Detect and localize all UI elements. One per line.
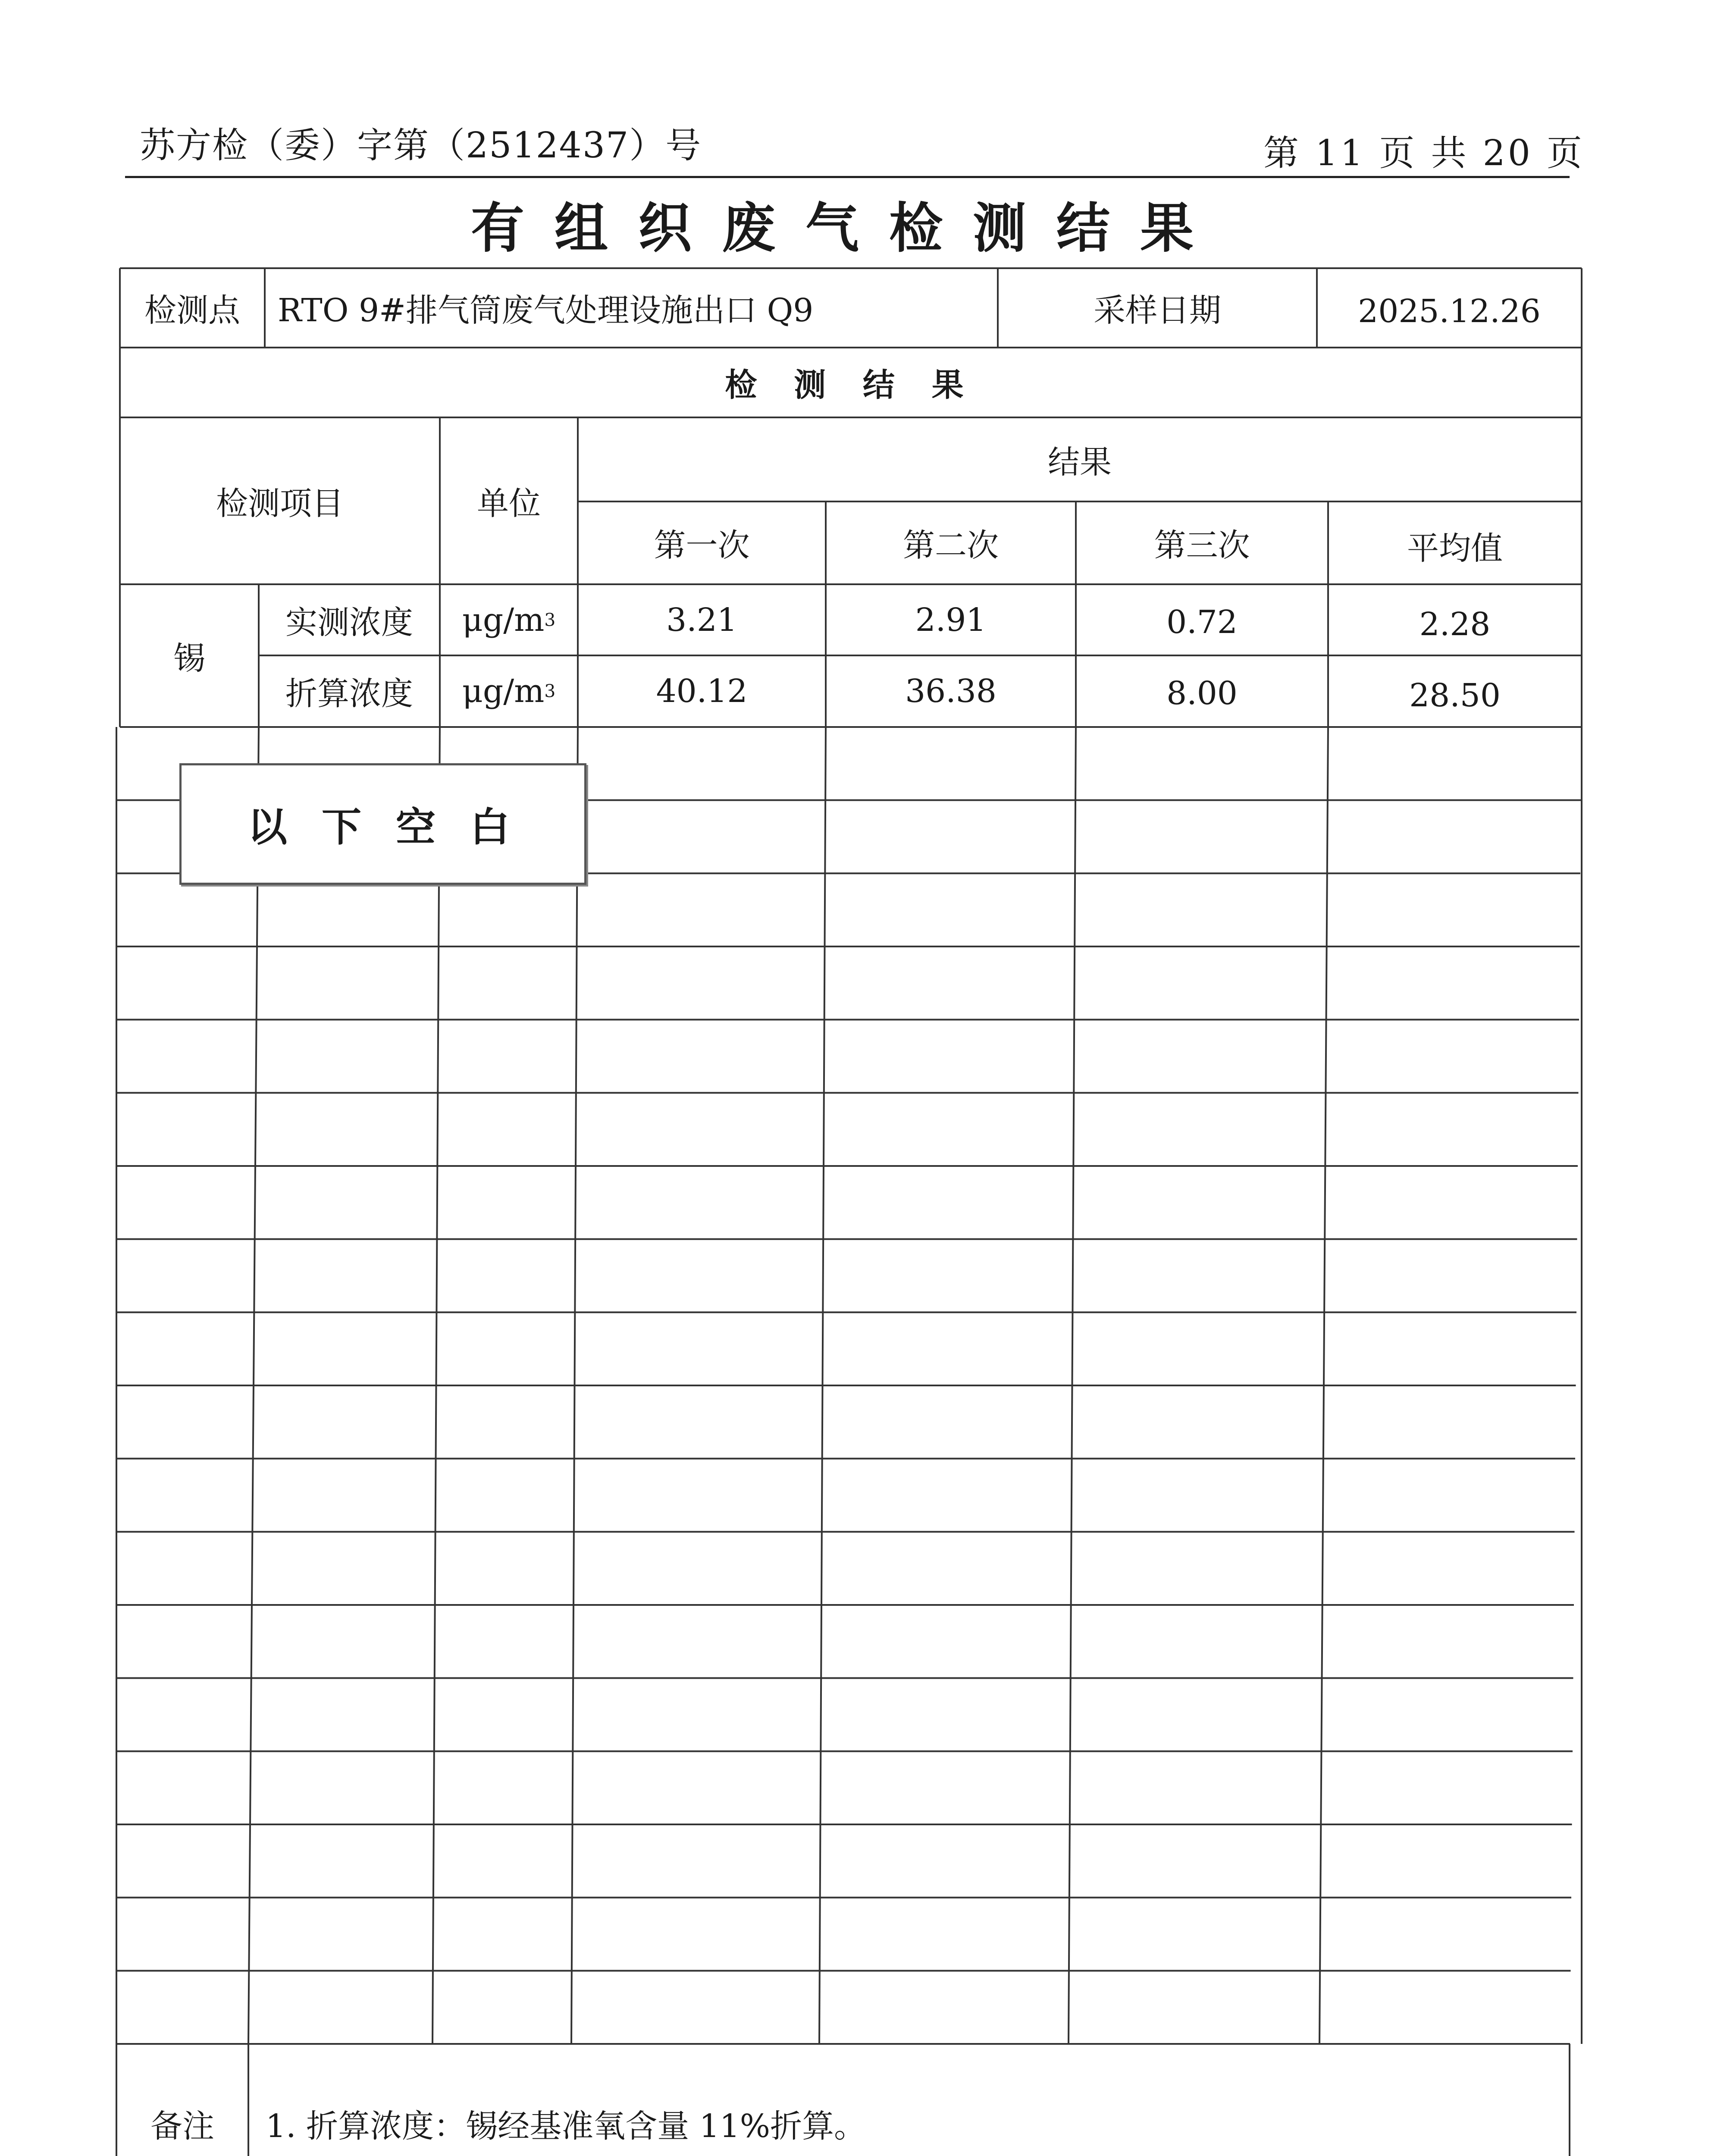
value-cell: 0.72 [1166, 603, 1238, 641]
col-unit: 单位 [477, 485, 541, 522]
value-cell: 2.28 [1419, 605, 1491, 643]
remarks-label: 备注 [150, 2108, 214, 2145]
page-title: 有组织废气检测结果 [470, 197, 1224, 260]
col-first: 第一次 [654, 527, 750, 564]
point-value: RTO 9#排气筒废气处理设施出口 Q9 [278, 292, 814, 329]
page-info: 第 11 页 共 20 页 [1263, 133, 1585, 174]
value-cell: 2.91 [915, 601, 987, 639]
blank-below-stamp: 以下空白 [179, 763, 586, 885]
col-item: 检测项目 [216, 485, 344, 522]
date-value: 2025.12.26 [1358, 293, 1541, 330]
col-third: 第三次 [1154, 527, 1250, 564]
col-results: 结果 [1048, 443, 1112, 481]
results-heading: 检 测 结 果 [725, 367, 977, 404]
value-cell: 40.12 [656, 673, 748, 710]
value-cell: 3.21 [666, 601, 737, 639]
row-label: 折算浓度 [285, 675, 413, 712]
row-unit: μg/m 3 [462, 601, 556, 639]
remarks-text: 1. 折算浓度：锡经基准氧含量 11%折算。 [266, 2108, 866, 2145]
col-average: 平均值 [1407, 530, 1503, 567]
col-second: 第二次 [903, 527, 999, 564]
report-number: 苏方检（委）字第（2512437）号 [140, 125, 702, 166]
row-label: 实测浓度 [285, 604, 413, 641]
value-cell: 8.00 [1166, 675, 1238, 712]
value-cell: 28.50 [1409, 677, 1501, 714]
value-cell: 36.38 [905, 673, 997, 710]
date-label: 采样日期 [1094, 292, 1221, 329]
substance-name: 锡 [173, 639, 205, 677]
point-label: 检测点 [144, 292, 240, 329]
row-unit: μg/m 3 [462, 673, 556, 710]
